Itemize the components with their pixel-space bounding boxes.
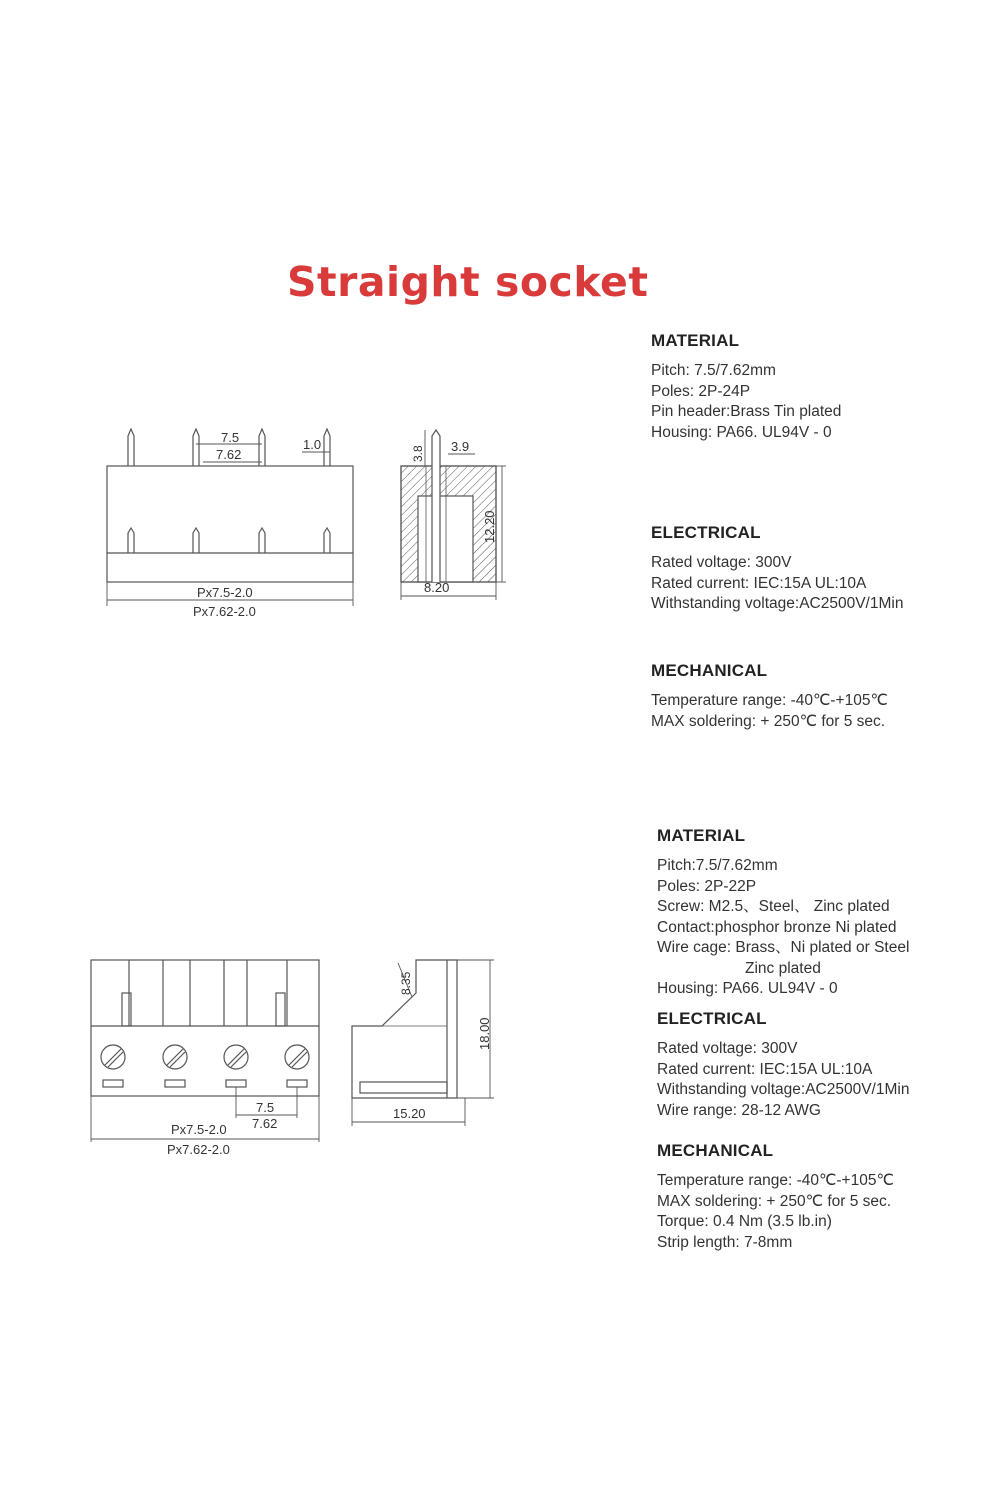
dim-top-offset: 8.35 bbox=[399, 971, 413, 995]
dim-length-a: Px7.5-2.0 bbox=[171, 1122, 227, 1137]
lower-front-view bbox=[91, 960, 319, 1142]
spec-heading: ELECTRICAL bbox=[651, 523, 761, 542]
spec-heading: ELECTRICAL bbox=[657, 1009, 767, 1028]
dim-length-b: Px7.62-2.0 bbox=[167, 1142, 230, 1157]
spec-line: Pitch: 7.5/7.62mm bbox=[651, 362, 776, 379]
spec-line: Strip length: 7-8mm bbox=[657, 1233, 793, 1251]
dim-height: 12.20 bbox=[482, 510, 497, 543]
spec-line: Pitch:7.5/7.62mm bbox=[657, 857, 778, 874]
lower-side-view bbox=[352, 960, 494, 1126]
dim-depth: 15.20 bbox=[393, 1106, 426, 1121]
upper-housing bbox=[107, 466, 353, 582]
dim-height: 18.00 bbox=[477, 1017, 492, 1050]
spec-heading: MECHANICAL bbox=[651, 661, 768, 680]
spec-line: Temperature range: -40℃-+105℃ bbox=[651, 692, 888, 709]
page-title: Straight socket bbox=[287, 258, 649, 306]
spec-line: Wire range: 28-12 AWG bbox=[657, 1101, 821, 1119]
spec-line: Screw: M2.5、Steel、 Zinc plated bbox=[657, 898, 890, 915]
screw-icon bbox=[163, 1045, 187, 1069]
spec-heading: MECHANICAL bbox=[657, 1141, 774, 1160]
spec-line: Poles: 2P-24P bbox=[651, 382, 751, 400]
spec-line: Withstanding voltage:AC2500V/1Min bbox=[657, 1081, 910, 1098]
screw-icon bbox=[101, 1045, 125, 1069]
spec-line: Temperature range: -40℃-+105℃ bbox=[657, 1172, 894, 1189]
spec-line: Rated voltage: 300V bbox=[657, 1040, 798, 1057]
dim-pitch-b: 7.62 bbox=[216, 447, 242, 462]
spec-line: Zinc plated bbox=[745, 959, 821, 977]
spec-heading: MATERIAL bbox=[651, 331, 740, 350]
spec-line: Rated voltage: 300V bbox=[651, 554, 792, 571]
spec-line: Housing: PA66. UL94V - 0 bbox=[651, 423, 832, 441]
dim-pitch-b: 7.62 bbox=[252, 1116, 278, 1131]
spec-line: Withstanding voltage:AC2500V/1Min bbox=[651, 595, 904, 612]
spec-line: MAX soldering: + 250℃ for 5 sec. bbox=[651, 712, 886, 730]
dim-pin-height: 3.8 bbox=[411, 445, 425, 462]
dim-pin-offset: 3.9 bbox=[451, 439, 470, 454]
screw-icon bbox=[224, 1045, 248, 1069]
dim-length-a: Px7.5-2.0 bbox=[197, 585, 253, 600]
dim-depth: 8.20 bbox=[424, 580, 450, 595]
screw-icon bbox=[285, 1045, 309, 1069]
spec-line: Rated current: IEC:15A UL:10A bbox=[657, 1060, 873, 1078]
spec-heading: MATERIAL bbox=[657, 826, 746, 845]
spec-line: Rated current: IEC:15A UL:10A bbox=[651, 574, 867, 592]
dim-pitch-a: 7.5 bbox=[256, 1100, 275, 1115]
spec-line: MAX soldering: + 250℃ for 5 sec. bbox=[657, 1192, 892, 1210]
lower-housing bbox=[91, 960, 319, 1096]
spec-line: Contact:phosphor bronze Ni plated bbox=[657, 918, 897, 936]
spec-line: Torque: 0.4 Nm (3.5 lb.in) bbox=[657, 1213, 832, 1230]
spec-line: Poles: 2P-22P bbox=[657, 877, 757, 895]
spec-line: Pin header:Brass Tin plated bbox=[651, 403, 842, 420]
spec-line: Housing: PA66. UL94V - 0 bbox=[657, 980, 838, 997]
dim-pitch-a: 7.5 bbox=[221, 430, 240, 445]
spec-line: Wire cage: Brass、Ni plated or Steel bbox=[657, 939, 910, 956]
screw-heads bbox=[101, 1045, 309, 1069]
upper-bottom-pins bbox=[128, 528, 330, 553]
dim-length-b: Px7.62-2.0 bbox=[193, 604, 256, 619]
dim-pin-width: 1.0 bbox=[303, 437, 322, 452]
